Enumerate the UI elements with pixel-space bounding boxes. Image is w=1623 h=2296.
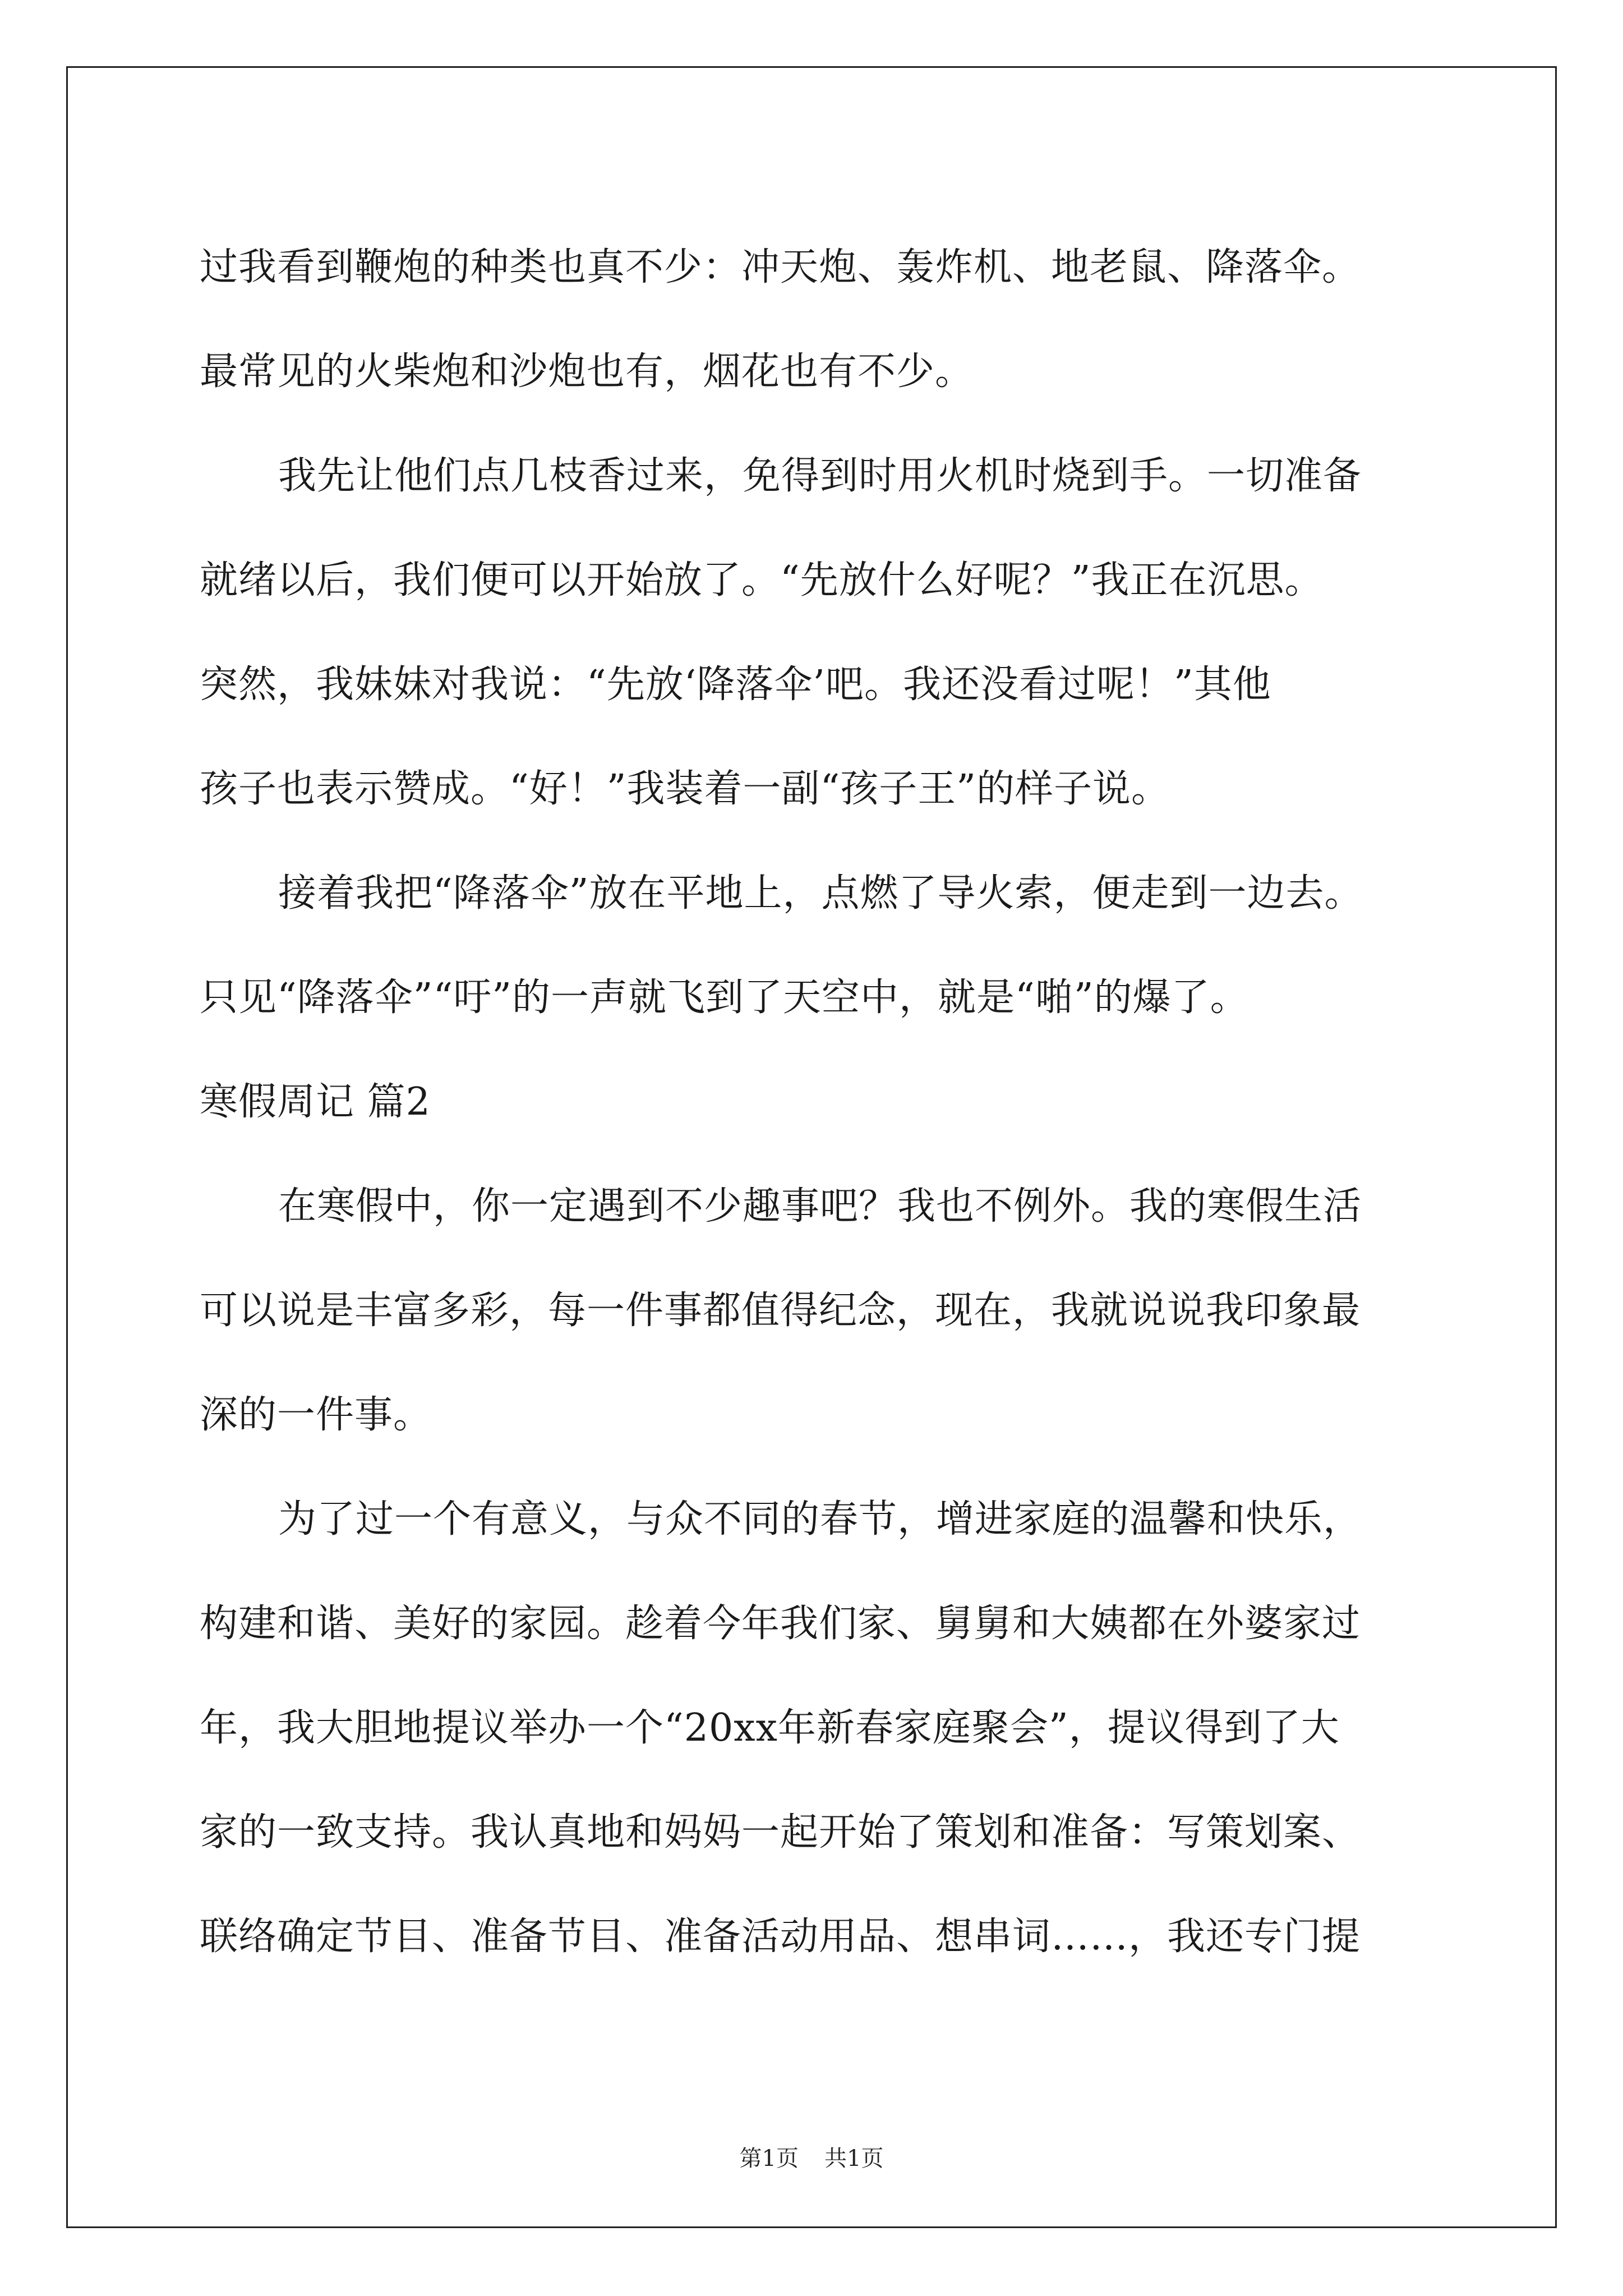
text-line-10: 在寒假中，你一定遇到不少趣事吧？我也不例外。我的寒假生活 <box>278 1184 1362 1228</box>
text-line-12: 深的一件事。 <box>200 1393 432 1437</box>
text-line-11: 可以说是丰富多彩，每一件事都值得纪念，现在，我就说说我印象最 <box>200 1289 1361 1333</box>
text-line-17: 联络确定节目、准备节目、准备活动用品、想串词……，我还专门提 <box>200 1915 1361 1959</box>
text-line-15: 年，我大胆地提议举办一个“20xx年新春家庭聚会”，提议得到了大 <box>200 1706 1340 1750</box>
text-line-6: 孩子也表示赞成。“好！”我装着一副“孩子王”的样子说。 <box>200 767 1170 811</box>
section-heading: 寒假周记 篇2 <box>200 1080 431 1124</box>
text-line-16: 家的一致支持。我认真地和妈妈一起开始了策划和准备：写策划案、 <box>200 1810 1361 1855</box>
page-footer <box>0 2144 1623 2173</box>
text-line-14: 构建和谐、美好的家园。趁着今年我们家、舅舅和大姨都在外婆家过 <box>200 1602 1361 1646</box>
text-line-3: 我先让他们点几枝香过来，免得到时用火机时烧到手。一切准备 <box>278 454 1362 498</box>
text-line-5: 突然，我妹妹对我说：“先放‘降落伞’吧。我还没看过呢！”其他 <box>200 662 1271 707</box>
page-total: 共1页 <box>824 2146 884 2171</box>
text-line-8: 只见“降落伞”“吁”的一声就飞到了天空中，就是“啪”的爆了。 <box>200 976 1249 1020</box>
text-line-13: 为了过一个有意义，与众不同的春节，增进家庭的温馨和快乐， <box>278 1497 1362 1542</box>
text-line-4: 就绪以后，我们便可以开始放了。“先放什么好呢？”我正在沉思。 <box>200 558 1324 602</box>
text-line-7: 接着我把“降落伞”放在平地上，点燃了导火索，便走到一边去。 <box>278 871 1363 915</box>
document-body <box>200 215 1450 1989</box>
text-line-1: 过我看到鞭炮的种类也真不少：冲天炮、轰炸机、地老鼠、降落伞。 <box>200 245 1361 289</box>
text-line-2: 最常见的火柴炮和沙炮也有，烟花也有不少。 <box>200 349 974 394</box>
page-number: 第1页 <box>739 2146 799 2171</box>
